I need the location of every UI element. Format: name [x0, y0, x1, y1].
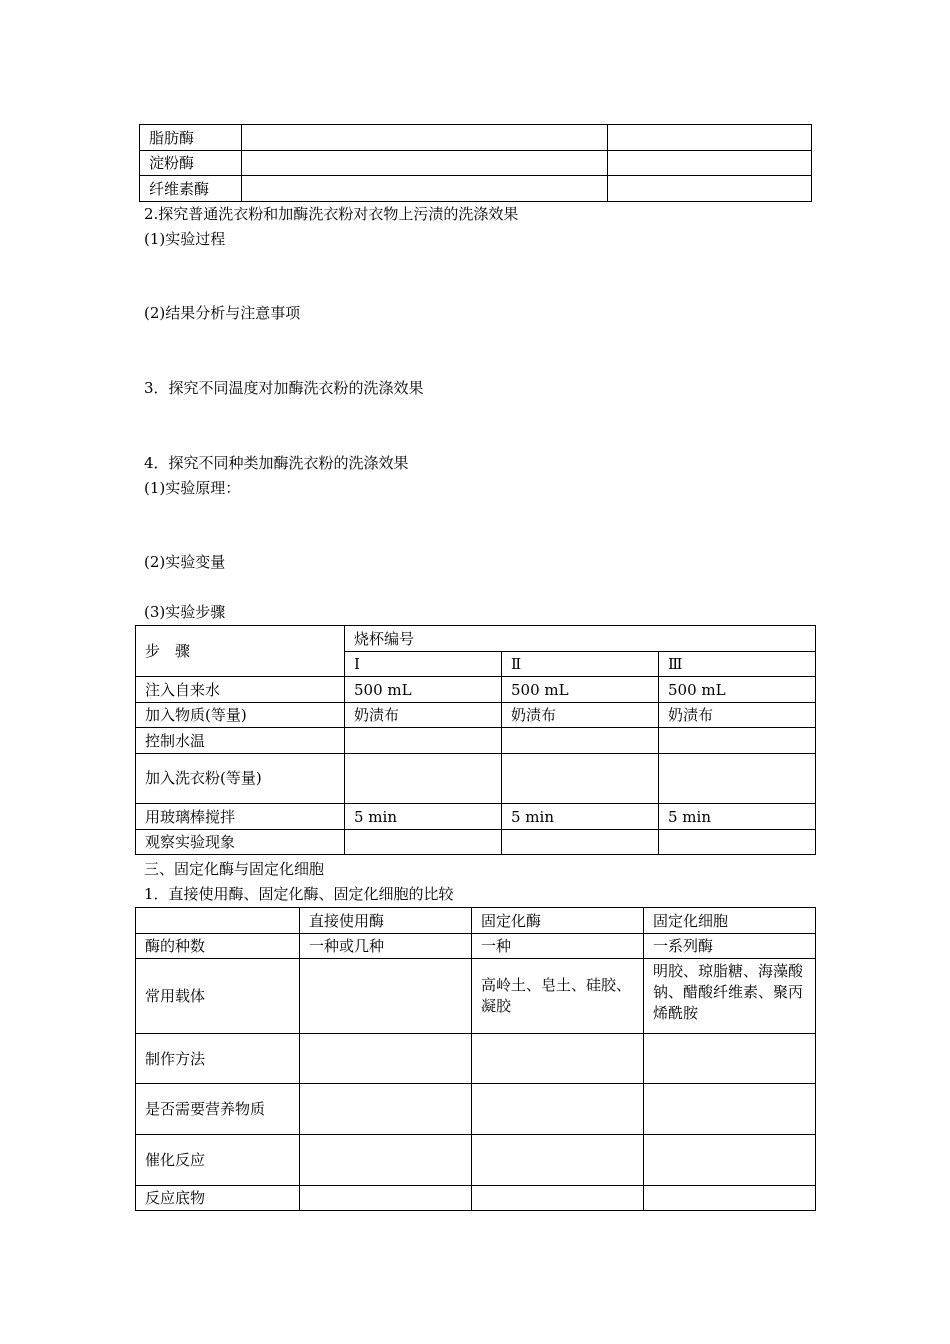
section-4-item-2: (2)实验变量: [144, 553, 226, 571]
table-header-row: [136, 908, 816, 934]
table-cell: 一种或几种: [300, 934, 472, 959]
table-cell: 500 mL: [345, 677, 502, 703]
table-cell: [502, 754, 659, 804]
table-cell: [502, 830, 659, 855]
table-cell: 5 min: [659, 804, 816, 830]
table-row: [136, 934, 816, 959]
row-label: 加入物质(等量): [136, 703, 345, 728]
table-cell: 5 min: [345, 804, 502, 830]
table-cell: 500 mL: [502, 677, 659, 703]
table-cell: [345, 830, 502, 855]
row-label: 制作方法: [136, 1034, 300, 1084]
row-label: 酶的种数: [136, 934, 300, 959]
table-cell: [472, 1186, 644, 1211]
table-cell: [300, 1084, 472, 1135]
row-label: 注入自来水: [136, 677, 345, 703]
table-row: [136, 959, 816, 1034]
table-cell: [608, 151, 812, 176]
table-cell: 明胶、琼脂糖、海藻酸钠、醋酸纤维素、聚丙烯酰胺: [644, 959, 816, 1034]
table-cell: [659, 830, 816, 855]
section-2-item-2: (2)结果分析与注意事项: [144, 304, 301, 322]
table-cell: [345, 754, 502, 804]
table-cell: [300, 1034, 472, 1084]
table-cell: [644, 1084, 816, 1135]
table-cell: [608, 125, 812, 151]
row-label: 加入洗衣粉(等量): [136, 754, 345, 804]
table-cell: 500 mL: [659, 677, 816, 703]
table-row: [136, 754, 816, 804]
row-label: 脂肪酶: [140, 125, 242, 151]
header-empty: [136, 908, 300, 934]
table-row: [136, 703, 816, 728]
table-cell: [242, 176, 608, 202]
table-row: [136, 804, 816, 830]
table-row: [140, 151, 812, 176]
header-beaker-3: Ⅲ: [659, 652, 816, 677]
row-label: 常用载体: [136, 959, 300, 1034]
table-row: [136, 1186, 816, 1211]
table-row: [140, 125, 812, 151]
table-cell: [502, 728, 659, 754]
table-cell: 奶渍布: [502, 703, 659, 728]
table-row: [140, 176, 812, 202]
table-cell: 一系列酶: [644, 934, 816, 959]
row-label: 催化反应: [136, 1135, 300, 1186]
table-cell: [300, 959, 472, 1034]
header-beaker-2: Ⅱ: [502, 652, 659, 677]
table-cell: [300, 1186, 472, 1211]
header-beaker-1: Ⅰ: [345, 652, 502, 677]
row-label: 观察实验现象: [136, 830, 345, 855]
table-row: [136, 1084, 816, 1135]
table-cell: [345, 728, 502, 754]
section-4-item-1: (1)实验原理：: [144, 479, 241, 497]
table-cell: 奶渍布: [659, 703, 816, 728]
table-row: [136, 728, 816, 754]
section-4-title: 4．探究不同种类加酶洗衣粉的洗涤效果: [144, 454, 409, 472]
table-row: [136, 1034, 816, 1084]
table-cell: 5 min: [502, 804, 659, 830]
table-cell: [242, 125, 608, 151]
table-row: [136, 1135, 816, 1186]
header-immobilized-cell: 固定化细胞: [644, 908, 816, 934]
table-header-row: [136, 626, 816, 652]
row-label: 反应底物: [136, 1186, 300, 1211]
table-cell: 一种: [472, 934, 644, 959]
row-label: 是否需要营养物质: [136, 1084, 300, 1135]
table-cell: [472, 1135, 644, 1186]
experiment-steps-table: [135, 625, 816, 855]
table-cell: [659, 728, 816, 754]
section-3-title: 3．探究不同温度对加酶洗衣粉的洗涤效果: [144, 379, 424, 397]
table-cell: [472, 1034, 644, 1084]
header-direct-enzyme: 直接使用酶: [300, 908, 472, 934]
header-step: 步 骤: [136, 626, 345, 677]
row-label: 淀粉酶: [140, 151, 242, 176]
row-label: 纤维素酶: [140, 176, 242, 202]
table-cell: [608, 176, 812, 202]
table-cell: 高岭土、皂土、硅胶、凝胶: [472, 959, 644, 1034]
section-4-item-3: (3)实验步骤: [144, 603, 226, 621]
table-row: [136, 830, 816, 855]
section-three-title: 三、固定化酶与固定化细胞: [144, 860, 325, 878]
header-beaker-number: 烧杯编号: [345, 626, 816, 652]
row-label: 控制水温: [136, 728, 345, 754]
table-cell: [644, 1034, 816, 1084]
enzyme-table: [139, 124, 812, 202]
row-label: 用玻璃棒搅拌: [136, 804, 345, 830]
immobilization-comparison-table: [135, 907, 816, 1211]
table-cell: [659, 754, 816, 804]
table-cell: [644, 1186, 816, 1211]
section-2-item-1: (1)实验过程: [144, 230, 226, 248]
section-three-sub-1: 1．直接使用酶、固定化酶、固定化细胞的比较: [144, 885, 454, 903]
table-cell: [242, 151, 608, 176]
table-cell: [644, 1135, 816, 1186]
table-row: [136, 677, 816, 703]
table-cell: [300, 1135, 472, 1186]
section-2-title: 2.探究普通洗衣粉和加酶洗衣粉对衣物上污渍的洗涤效果: [144, 205, 519, 223]
table-cell: [472, 1084, 644, 1135]
table-cell: 奶渍布: [345, 703, 502, 728]
header-immobilized-enzyme: 固定化酶: [472, 908, 644, 934]
